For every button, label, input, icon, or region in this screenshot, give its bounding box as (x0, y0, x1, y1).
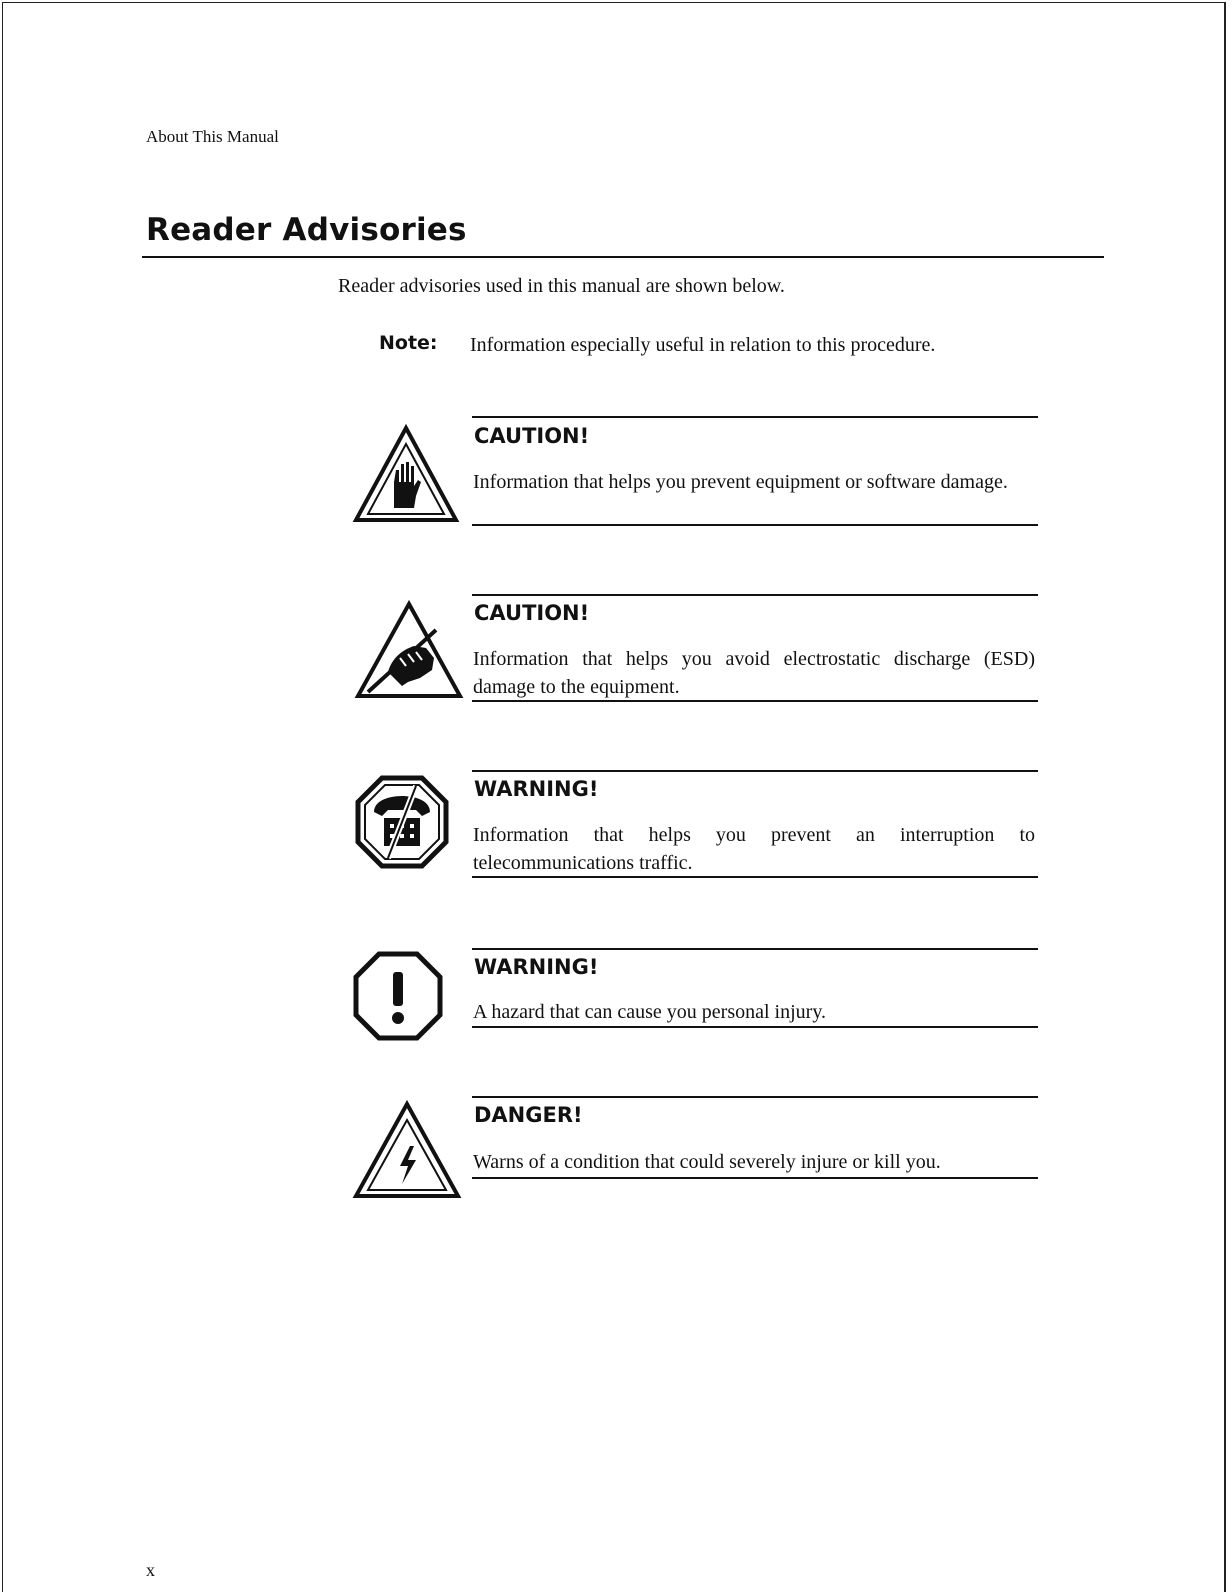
intro-text: Reader advisories used in this manual are shown below. (338, 275, 785, 297)
advisory-text: Information that helps you prevent an interruption to telecommunications traffic. (473, 824, 1035, 874)
exclamation-octagon-icon (352, 950, 444, 1042)
telephone-interruption-icon (354, 774, 450, 870)
advisory-heading: DANGER! (474, 1103, 583, 1127)
advisory-top-rule (472, 1096, 1038, 1098)
page-number: x (146, 1560, 155, 1580)
running-head: About This Manual (146, 127, 279, 146)
advisory-bottom-rule (472, 524, 1038, 526)
advisory-top-rule (472, 416, 1038, 418)
advisory-bottom-rule (472, 876, 1038, 878)
advisory-text: Information that helps you prevent equipment or software damage. (473, 471, 1008, 493)
advisory-bottom-rule (472, 1026, 1038, 1028)
page-title: Reader Advisories (146, 212, 467, 248)
advisory-top-rule (472, 594, 1038, 596)
advisory-top-rule (472, 948, 1038, 950)
advisory-heading: CAUTION! (474, 424, 590, 448)
advisory-top-rule (472, 770, 1038, 772)
note-label: Note: (379, 332, 438, 354)
advisory-text: Information that helps you avoid electrostatic discharge (ESD) damage to the equipment. (473, 648, 1035, 698)
title-rule (142, 256, 1104, 258)
advisory-bottom-rule (472, 1177, 1038, 1179)
advisory-text: A hazard that can cause you personal injury. (473, 1001, 827, 1023)
advisory-bottom-rule (472, 700, 1038, 702)
advisory-heading: CAUTION! (474, 601, 590, 625)
lightning-triangle-icon (352, 1100, 462, 1200)
esd-hand-icon (354, 600, 464, 700)
advisory-heading: WARNING! (474, 955, 599, 979)
advisory-text: Warns of a condition that could severely injure or kill you. (473, 1151, 941, 1173)
advisory-heading: WARNING! (474, 777, 599, 801)
note-text: Information especially useful in relation to this procedure. (470, 334, 936, 356)
caution-hand-icon (352, 424, 460, 524)
